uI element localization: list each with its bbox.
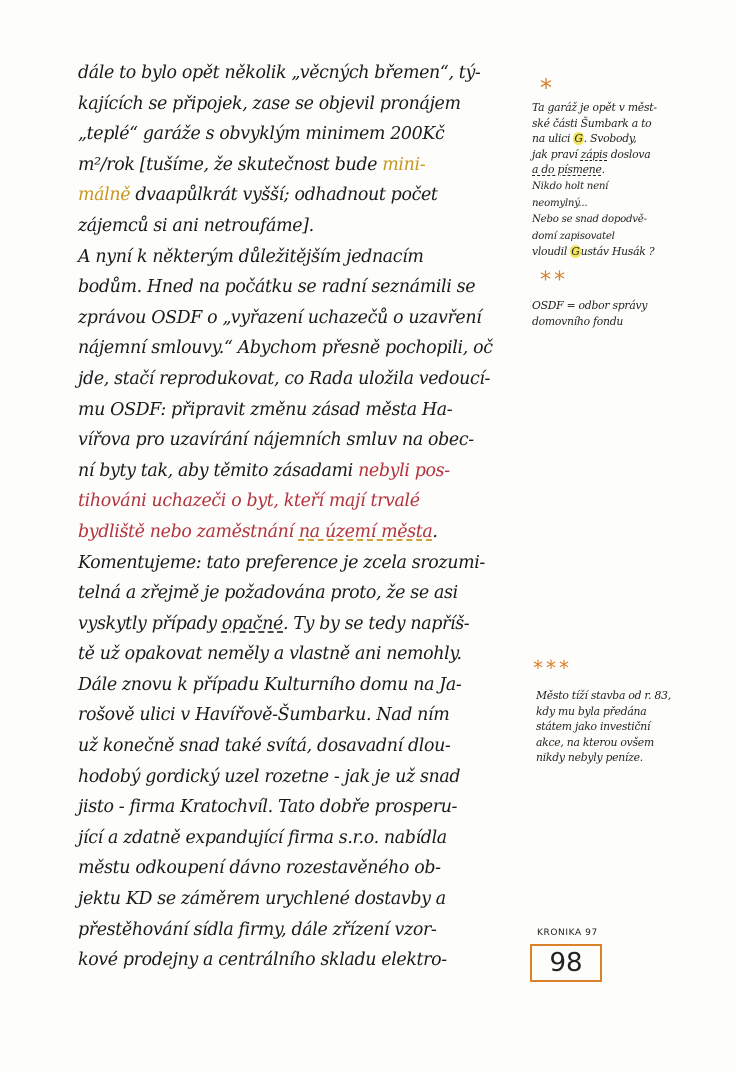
text-line	[536, 704, 706, 720]
text-segment: opačné	[221, 613, 283, 634]
text-segment: ustáv Husák ?	[580, 245, 655, 259]
text-segment: ské části Šumbark a to	[532, 116, 652, 130]
text-segment: tihováni uchazeči o byt, kteří mají trvalé	[78, 491, 420, 512]
text-line	[78, 58, 518, 89]
text-segment: bodům. Hned na počátku se radní seznámili se	[78, 277, 476, 298]
text-line	[536, 688, 706, 704]
page-number: 98	[530, 944, 602, 982]
text-segment: městu odkoupení dávno rozestavěného ob-	[78, 858, 441, 879]
text-segment: Nebo se snad dopodvě-	[532, 214, 647, 226]
text-segment: nikdy nebyly peníze.	[536, 751, 643, 765]
text-line	[78, 945, 518, 976]
text-segment: dále to bylo opět několik „věcných břemen“, tý-	[78, 63, 481, 83]
text-segment: Komentujeme: tato preference je zcela srozumi-	[78, 552, 485, 573]
footnote-mark-1: *	[540, 74, 552, 102]
text-segment: doslova	[607, 147, 651, 161]
text-segment: .	[601, 163, 605, 177]
text-segment: bydliště nebo zaměstnání	[78, 521, 299, 542]
text-segment: jektu KD se záměrem urychlené dostavby a	[78, 889, 446, 910]
side-note-1	[532, 100, 702, 260]
text-segment: domovního fondu	[532, 314, 624, 328]
text-segment: mu OSDF: připravit změnu zásad města Ha-	[78, 399, 453, 420]
text-segment: dvaapůlkrát vyšší; odhadnout počet	[130, 185, 438, 206]
text-line	[78, 517, 518, 548]
text-line	[532, 162, 702, 178]
text-line	[78, 548, 518, 579]
footnote-mark-2: **	[540, 268, 568, 293]
text-segment: málně	[78, 185, 131, 206]
text-segment: A nyní k některým důležitějším jednacím	[78, 246, 424, 267]
text-segment: přestěhování sídla firmy, dále zřízení vzor-	[78, 919, 437, 940]
text-segment: vyskytly případy	[78, 613, 222, 634]
text-segment: zápis	[580, 147, 608, 161]
text-line	[78, 242, 518, 273]
text-segment: jící a zdatně expandující firma s.r.o. nabídla	[78, 827, 447, 848]
text-segment: už konečně snad také svítá, dosavadní dlou-	[78, 736, 451, 757]
text-line	[532, 116, 702, 132]
text-line	[78, 272, 518, 303]
text-line	[78, 333, 518, 364]
text-line	[78, 150, 518, 181]
text-segment: zprávou OSDF o „vyřazení uchazečů o uzavření	[78, 307, 482, 328]
text-line	[536, 735, 706, 751]
text-segment: mini-	[382, 154, 426, 175]
text-segment: Město tíží stavba od r. 83,	[536, 689, 671, 702]
text-segment: kové prodejny a centrálního skladu elektro-	[78, 950, 447, 971]
text-line	[532, 178, 702, 195]
text-segment: nájemní smlouvy.“ Abychom přesně pochopili, oč	[78, 338, 493, 359]
text-line	[78, 180, 518, 211]
text-line	[532, 314, 702, 330]
footnote-mark-3: ***	[533, 656, 572, 680]
text-segment: státem jako investiční	[536, 720, 651, 734]
text-segment: vířova pro uzavírání nájemních smluv na obec-	[78, 430, 474, 451]
text-line	[78, 364, 518, 395]
text-line	[536, 750, 706, 766]
side-note-3	[536, 688, 706, 766]
text-line	[532, 211, 702, 228]
text-segment: hodobý gordický uzel rozetne - jak je už snad	[78, 766, 461, 787]
text-line	[78, 456, 518, 487]
text-line	[78, 792, 518, 823]
main-text	[78, 58, 518, 976]
text-segment: domí zapisovatel	[532, 230, 615, 242]
text-segment: jisto - firma Kratochvíl. Tato dobře prosperu-	[78, 797, 458, 818]
text-line	[78, 762, 518, 793]
text-segment: m²/rok [tušíme, že skutečnost bude	[78, 154, 383, 175]
text-segment: a do písmene	[532, 163, 602, 177]
side-note-2	[532, 298, 702, 329]
text-segment: akce, na kterou ovšem	[536, 735, 654, 749]
text-line	[532, 228, 702, 245]
text-segment: Nikdo holt není	[532, 180, 609, 192]
text-line	[78, 89, 518, 120]
text-segment: kdy mu byla předána	[536, 704, 647, 718]
text-line	[78, 884, 518, 915]
text-segment: Dále znovu k případu Kulturního domu na Ja-	[78, 674, 462, 695]
text-line	[78, 486, 518, 517]
text-segment: neomylný...	[532, 197, 588, 209]
text-segment: na území města	[298, 521, 433, 542]
text-segment: .	[432, 521, 438, 542]
text-line	[536, 719, 706, 735]
text-segment: telná a zřejmě je požadována proto, že se asi	[78, 583, 458, 604]
text-line	[532, 244, 702, 260]
text-line	[78, 823, 518, 854]
text-segment: nebyli pos-	[358, 460, 450, 481]
text-line	[78, 303, 518, 334]
chronicle-signature: KRONIKA 97	[537, 928, 598, 938]
text-segment: rošově ulici v Havířově-Šumbarku. Nad ním	[78, 705, 450, 726]
text-segment: tě už opakovat neměly a vlastně ani nemohly.	[78, 644, 462, 665]
text-segment: vloudil	[532, 245, 571, 259]
text-line	[78, 395, 518, 426]
text-segment: kajících se připojek, zase se objevil pronájem	[78, 93, 461, 114]
text-segment: . Svobody,	[583, 132, 637, 146]
text-line	[532, 147, 702, 163]
text-segment: ní byty tak, aby těmito zásadami	[78, 460, 359, 481]
text-segment: OSDF = odbor správy	[532, 299, 648, 312]
text-line	[532, 100, 702, 116]
text-line	[78, 639, 518, 670]
text-segment: zájemců si ani netroufáme].	[78, 215, 314, 236]
text-line	[78, 700, 518, 731]
text-segment: Ta garáž je opět v měst-	[532, 101, 657, 114]
text-line	[78, 853, 518, 884]
text-line	[78, 119, 518, 150]
text-segment: na ulici	[532, 132, 574, 146]
text-line	[532, 298, 702, 314]
text-line	[532, 195, 702, 212]
text-line	[78, 609, 518, 640]
text-segment: G	[574, 132, 583, 146]
text-line	[78, 425, 518, 456]
text-line	[78, 915, 518, 946]
text-segment: „teplé“ garáže s obvyklým minimem 200Kč	[78, 124, 445, 145]
text-segment: G	[571, 245, 580, 259]
text-segment: jde, stačí reprodukovat, co Rada uložila vedoucí-	[78, 368, 491, 389]
text-line	[78, 211, 518, 242]
text-segment: . Ty by se tedy napříš-	[283, 613, 470, 634]
text-line	[78, 670, 518, 701]
text-line	[78, 578, 518, 609]
text-line	[532, 131, 702, 147]
text-segment: jak praví	[532, 147, 581, 161]
text-line	[78, 731, 518, 762]
